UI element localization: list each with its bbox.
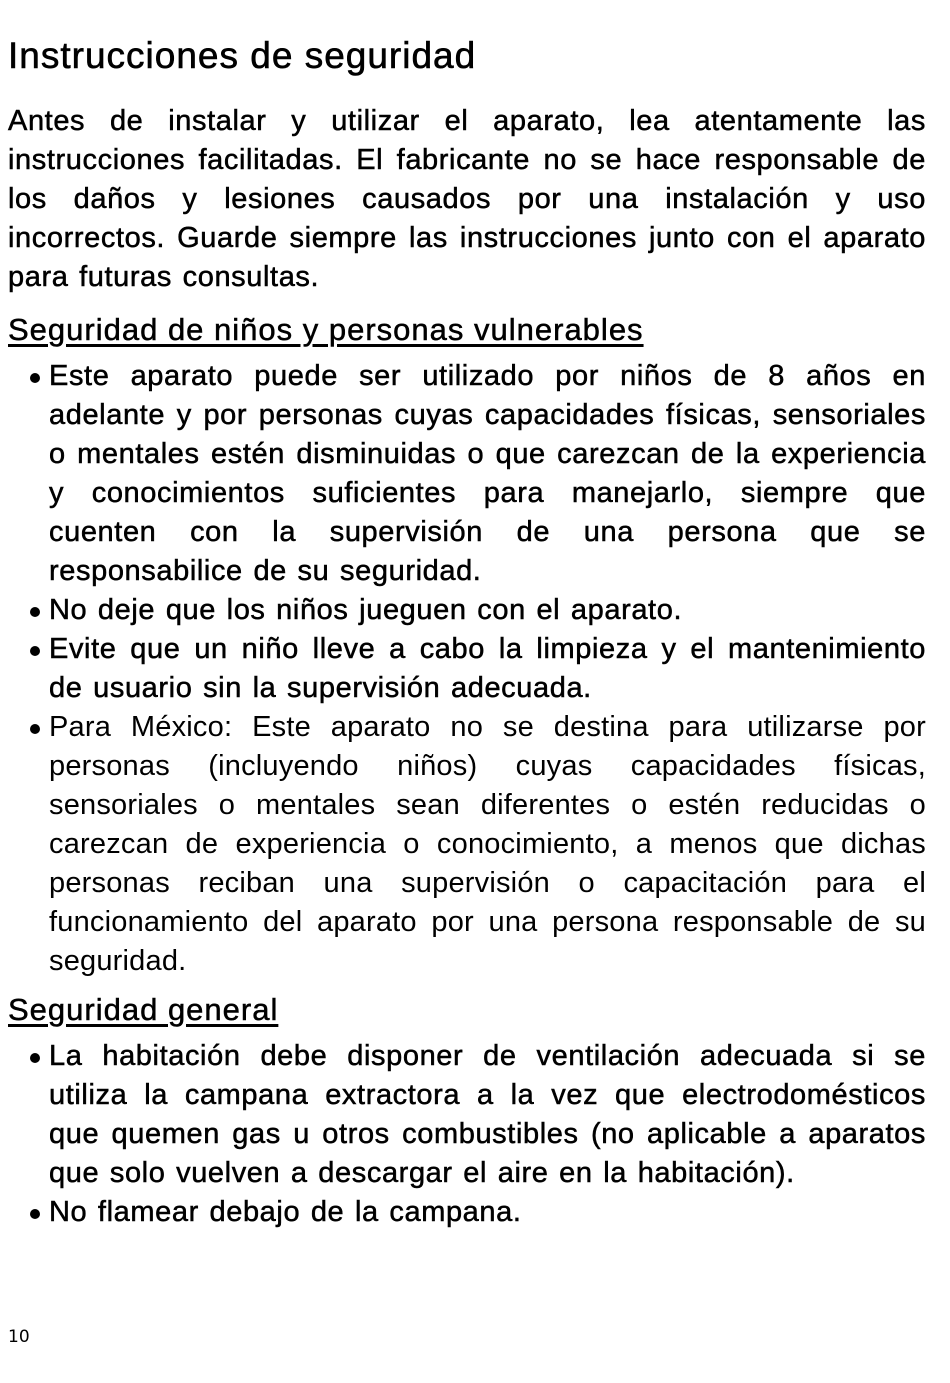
bullet-icon <box>30 607 40 617</box>
list-item <box>8 630 926 708</box>
section-heading-children-safety: Seguridad de niños y personas vulnerables <box>8 312 644 347</box>
page-title: Instrucciones de seguridad <box>8 35 477 76</box>
list-item-text: No flamear debajo de la campana. <box>49 1196 522 1228</box>
general-safety-list <box>8 1037 926 1232</box>
list-item <box>8 1193 926 1232</box>
list-item-text: Este aparato puede ser utilizado por niños de 8 años en adelante y por personas cuyas capacidades físicas, sensoriales o mentales estén disminuidas o que carezcan de la experiencia y conocimientos suficientes para manejarlo, siempre que cuenten con la supervisión de una persona que se responsabilice de su seguridad. <box>49 360 926 587</box>
bullet-icon <box>30 373 40 383</box>
bullet-icon <box>30 724 40 734</box>
list-item-text: La habitación debe disponer de ventilación adecuada si se utiliza la campana extractora a la vez que electrodomésticos que quemen gas u otros combustibles (no aplicable a aparatos que solo vuelven a descargar el aire en la habitación). <box>49 1040 926 1189</box>
list-item <box>8 708 926 981</box>
list-item <box>8 1037 926 1193</box>
intro-paragraph: Antes de instalar y utilizar el aparato, lea atentamente las instrucciones facilitadas. El fabricante no se hace responsable de los daños y lesiones causados por una instalación y uso incorrectos. Guarde siempre las instrucciones junto con el aparato para futuras consultas. <box>8 105 926 293</box>
list-item-text: Para México: Este aparato no se destina para utilizarse por personas (incluyendo niños) cuyas capacidades físicas, sensoriales o mentales sean diferentes o estén reducidas o carezcan de experiencia o conocimiento, a menos que dichas personas reciban una supervisión o capacitación para el funcionamiento del aparato por una persona responsable de su seguridad. <box>49 711 926 977</box>
bullet-icon <box>30 1053 40 1063</box>
children-safety-list <box>8 357 926 981</box>
list-item-text: No deje que los niños jueguen con el aparato. <box>49 594 683 626</box>
bullet-icon <box>30 1209 40 1219</box>
bullet-icon <box>30 646 40 656</box>
list-item <box>8 591 926 630</box>
list-item <box>8 357 926 591</box>
page-number: 10 <box>8 1327 30 1347</box>
list-item-text: Evite que un niño lleve a cabo la limpieza y el mantenimiento de usuario sin la supervisión adecuada. <box>49 633 926 704</box>
section-heading-general-safety: Seguridad general <box>8 992 279 1027</box>
